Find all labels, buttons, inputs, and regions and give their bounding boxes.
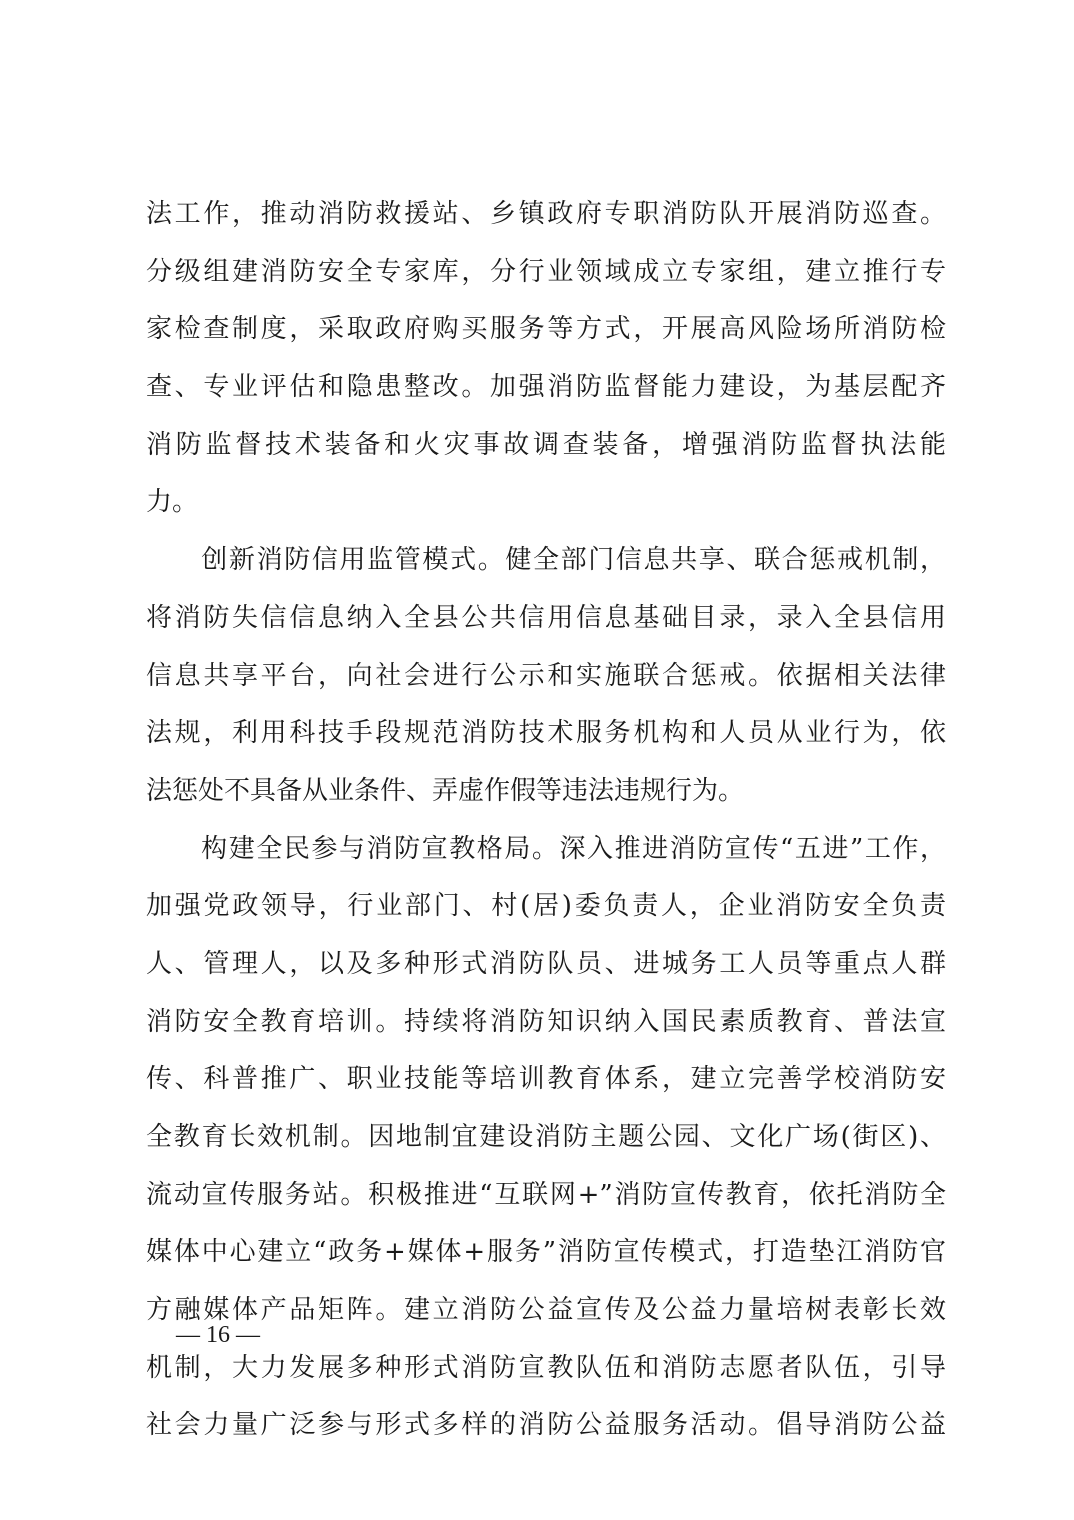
text-line: 方融媒体产品矩阵。建立消防公益宣传及公益力量培树表彰长效 (146, 1295, 946, 1326)
text-line: 家检查制度，采取政府购买服务等方式，开展高风险场所消防检 (146, 314, 946, 345)
page-number: — 16 — (176, 1322, 260, 1348)
text-line: 人、管理人，以及多种形式消防队员、进城务工人员等重点人群 (146, 948, 946, 979)
body-text (146, 186, 946, 1455)
text-line: 媒体中心建立“政务+媒体+服务”消防宣传模式，打造垫江消防官 (146, 1237, 946, 1268)
text-line: 传、科普推广、职业技能等培训教育体系，建立完善学校消防安 (146, 1064, 946, 1095)
text-line: 社会力量广泛参与形式多样的消防公益服务活动。倡导消防公益 (146, 1410, 946, 1441)
text-line: 法规，利用科技手段规范消防技术服务机构和人员从业行为，依 (146, 718, 946, 749)
text-line: 查、专业评估和隐患整改。加强消防监督能力建设，为基层配齐 (146, 372, 946, 403)
text-line: 机制，大力发展多种形式消防宣教队伍和消防志愿者队伍，引导 (146, 1352, 946, 1383)
text-line: 构建全民参与消防宣教格局。深入推进消防宣传“五进”工作， (146, 833, 946, 864)
text-line: 加强党政领导，行业部门、村(居)委负责人，企业消防安全负责 (146, 891, 946, 922)
text-line: 分级组建消防安全专家库，分行业领域成立专家组，建立推行专 (146, 256, 946, 287)
text-line: 创新消防信用监管模式。健全部门信息共享、联合惩戒机制， (146, 545, 946, 576)
text-line: 消防监督技术装备和火灾事故调查装备，增强消防监督执法能 (146, 429, 946, 460)
text-line: 将消防失信信息纳入全县公共信用信息基础目录，录入全县信用 (146, 602, 946, 633)
text-line: 信息共享平台，向社会进行公示和实施联合惩戒。依据相关法律 (146, 660, 946, 691)
text-line: 消防安全教育培训。持续将消防知识纳入国民素质教育、普法宣 (146, 1006, 946, 1037)
text-line: 法工作，推动消防救援站、乡镇政府专职消防队开展消防巡查。 (146, 199, 946, 229)
text-line: 力。 (146, 487, 199, 518)
text-line: 流动宣传服务站。积极推进“互联网+”消防宣传教育，依托消防全 (146, 1179, 946, 1210)
text-line: 全教育长效机制。因地制宜建设消防主题公园、文化广场(街区)、 (146, 1122, 946, 1152)
text-line: 法惩处不具备从业条件、弄虚作假等违法违规行为。 (146, 775, 745, 806)
